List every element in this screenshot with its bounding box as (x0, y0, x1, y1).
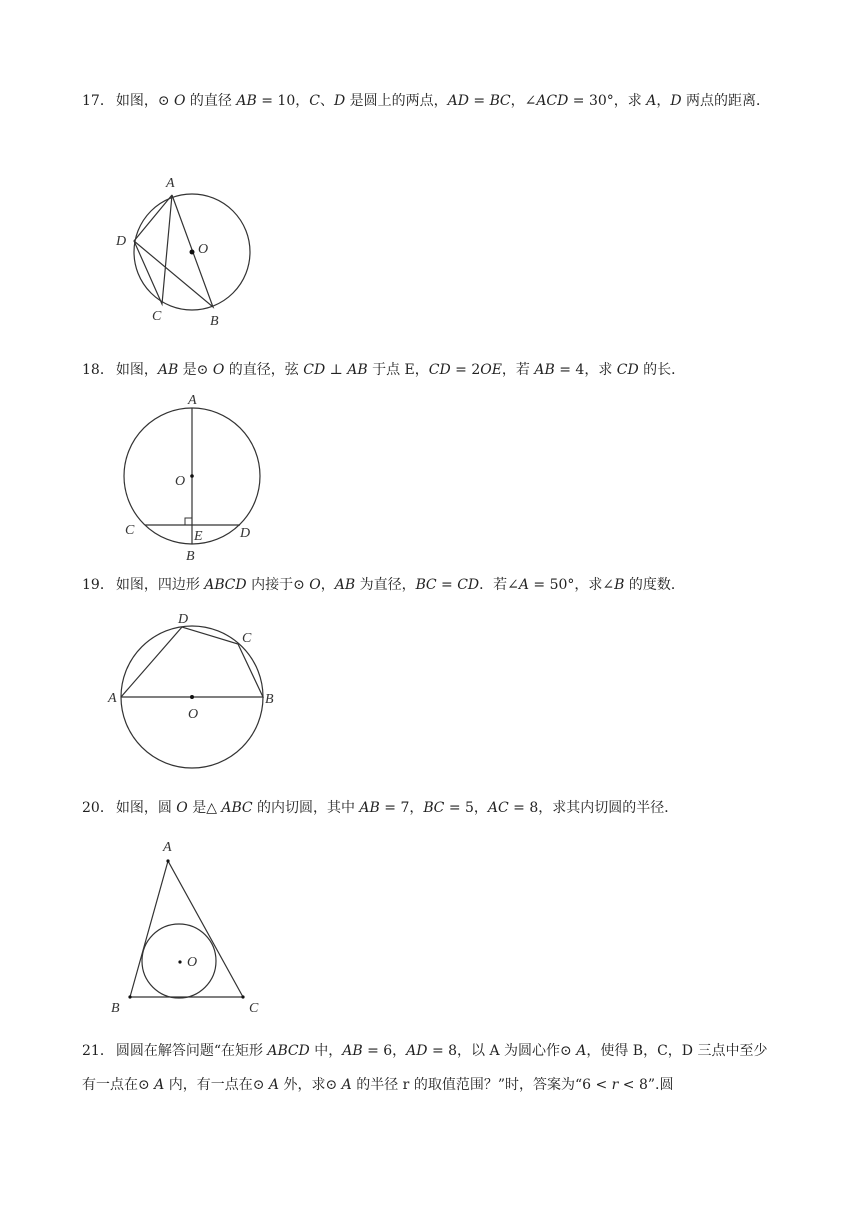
label-b: B (111, 1001, 120, 1016)
figure-18 (115, 390, 265, 565)
label-c: C (249, 1001, 259, 1016)
question-number: 17． (82, 93, 114, 109)
question-text: 如图，𝐴𝐵 是⊙ 𝑂 的直径，弦 𝐶𝐷 ⊥ 𝐴𝐵 于点 E，𝐶𝐷 = 2𝑂𝐸，若 𝐴𝐵 = 4，求 𝐶𝐷 的长． (115, 362, 686, 378)
question-number: 18． (82, 362, 114, 378)
label-c: C (242, 631, 252, 646)
figure-17 (110, 170, 260, 330)
question-number: 21． (82, 1043, 114, 1059)
label-o: O (175, 474, 186, 489)
label-b: B (265, 692, 274, 707)
question-number: 20． (82, 800, 114, 816)
figure-20 (105, 835, 270, 1020)
label-c: C (125, 523, 135, 538)
vertex-a-point (166, 859, 169, 862)
figure-19 (100, 608, 290, 778)
question-text: 圆圆在解答问题“在矩形 𝐴𝐵𝐶𝐷 中，𝐴𝐵 = 6，𝐴𝐷 = 8，以 A 为圆心作⊙ 𝐴，使得 B，C，D 三点中至少有一点在⊙ 𝐴 内，有一点在⊙ 𝐴 外，求⊙ 𝐴 的半径 r 的取值范围？”时，答案为“6 < 𝑟 < 8”.圆 (82, 1043, 768, 1093)
label-c: C (152, 309, 162, 324)
label-a: A (163, 840, 172, 855)
label-a: A (108, 691, 117, 706)
label-d: D (116, 234, 127, 249)
label-a: A (188, 393, 197, 408)
label-b: B (210, 314, 219, 329)
center-point (190, 474, 194, 478)
question-19 (82, 568, 782, 602)
triangle-abc (130, 861, 243, 997)
question-20 (82, 791, 782, 825)
center-point (178, 960, 181, 963)
question-text: 如图，四边形 𝐴𝐵𝐶𝐷 内接于⊙ 𝑂，𝐴𝐵 为直径，𝐵𝐶 = 𝐶𝐷．若∠𝐴 = 50°，求∠𝐵 的度数． (115, 577, 685, 593)
label-e: E (194, 529, 203, 544)
label-o: O (187, 955, 198, 970)
label-b: B (186, 549, 195, 564)
label-d: D (240, 526, 251, 541)
question-text: 如图，圆 𝑂 是△ 𝐴𝐵𝐶 的内切圆，其中 𝐴𝐵 = 7，𝐵𝐶 = 5，𝐴𝐶 = 8，求其内切圆的半径． (115, 800, 679, 816)
label-o: O (188, 707, 199, 722)
center-point (190, 695, 194, 699)
label-d: D (178, 612, 189, 627)
label-o: O (198, 242, 209, 257)
question-number: 19． (82, 577, 114, 593)
center-point (190, 250, 195, 255)
vertex-c-point (241, 995, 244, 998)
question-18 (82, 353, 782, 387)
question-21 (82, 1034, 778, 1102)
label-a: A (166, 176, 175, 191)
question-text: 如图，⊙ 𝑂 的直径 𝐴𝐵 = 10，𝐶、𝐷 是圆上的两点，𝐴𝐷 = 𝐵𝐶，∠𝐴𝐶𝐷 = 30°，求 𝐴，𝐷 两点的距离． (115, 93, 771, 109)
question-17 (82, 84, 782, 118)
vertex-b-point (128, 995, 131, 998)
right-angle-mark (185, 518, 192, 525)
